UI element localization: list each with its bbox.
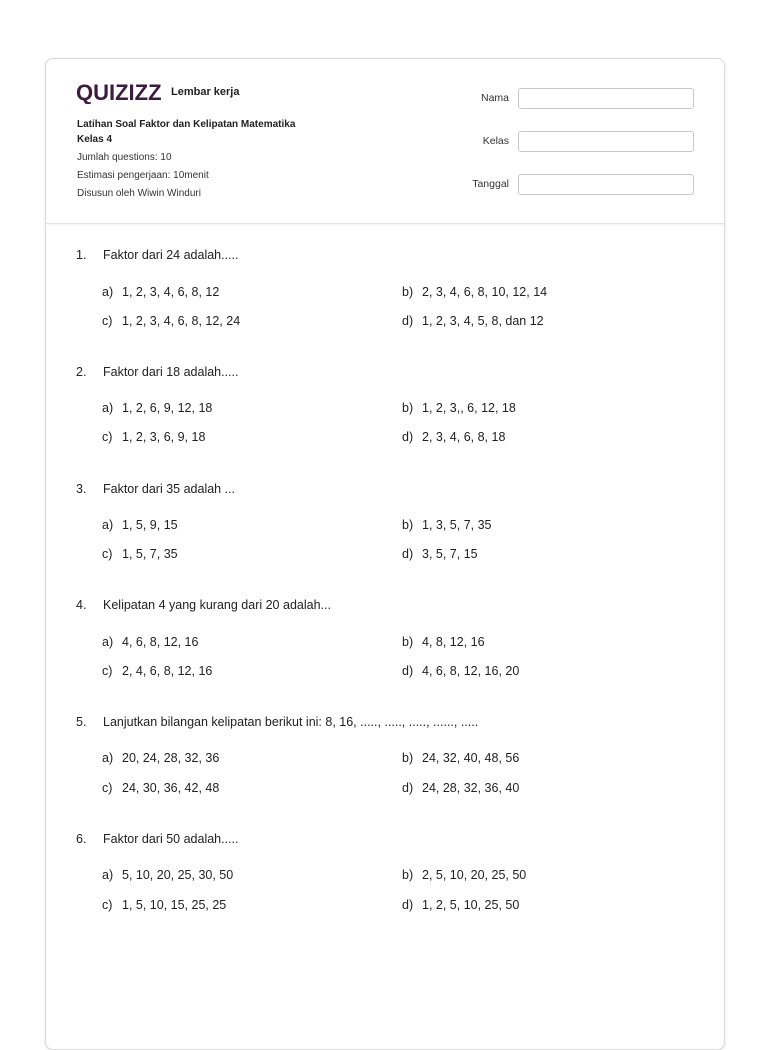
option-letter: d) — [402, 430, 414, 444]
option-d[interactable] — [402, 898, 519, 912]
worksheet-page — [45, 58, 725, 1050]
option-letter: b) — [402, 518, 414, 532]
option-d[interactable] — [402, 547, 478, 561]
question-number: 4. — [76, 598, 87, 612]
option-c[interactable] — [102, 664, 212, 678]
option-c[interactable] — [102, 430, 205, 444]
sheet-label: Lembar kerja — [171, 86, 240, 98]
worksheet-header — [46, 59, 724, 224]
option-letter: b) — [402, 285, 414, 299]
option-letter: b) — [402, 751, 414, 765]
worksheet-meta — [77, 117, 295, 203]
option-a[interactable] — [102, 751, 219, 765]
option-text: 20, 24, 28, 32, 36 — [122, 751, 220, 765]
option-letter: d) — [402, 781, 414, 795]
option-text: 1, 2, 6, 9, 12, 18 — [122, 401, 213, 415]
option-letter: a) — [102, 518, 114, 532]
option-text: 24, 32, 40, 48, 56 — [422, 751, 520, 765]
option-b[interactable] — [402, 635, 485, 649]
option-text: 24, 30, 36, 42, 48 — [122, 781, 220, 795]
author-line: Disusun oleh Wiwin Winduri — [77, 188, 201, 199]
worksheet-title: Latihan Soal Faktor dan Kelipatan Matematika — [77, 119, 296, 130]
option-text: 4, 6, 8, 12, 16, 20 — [422, 664, 520, 678]
question-number: 3. — [76, 482, 87, 496]
option-text: 4, 6, 8, 12, 16 — [122, 635, 199, 649]
question-number: 2. — [76, 365, 87, 379]
quizizz-logo-mark — [76, 80, 166, 104]
time-estimate: Estimasi pengerjaan: 10menit — [77, 170, 209, 181]
option-b[interactable] — [402, 751, 519, 765]
name-label: Nama — [480, 92, 509, 104]
option-letter: b) — [402, 868, 414, 882]
question-text: Lanjutkan bilangan kelipatan berikut ini: 8, 16, ....., ....., ....., ......, ..... — [103, 715, 479, 729]
question-number: 5. — [76, 715, 87, 729]
class-field[interactable] — [518, 131, 694, 152]
option-text: 4, 8, 12, 16 — [422, 635, 485, 649]
question-text: Faktor dari 18 adalah..... — [103, 365, 239, 379]
question-text: Kelipatan 4 yang kurang dari 20 adalah... — [103, 598, 331, 612]
worksheet-grade: Kelas 4 — [77, 134, 113, 145]
quizizz-logo — [76, 79, 166, 105]
option-text: 24, 28, 32, 36, 40 — [422, 781, 520, 795]
option-b[interactable] — [402, 518, 492, 532]
option-letter: c) — [102, 314, 113, 328]
name-field[interactable] — [518, 88, 694, 109]
option-text: 1, 2, 3,, 6, 12, 18 — [422, 401, 516, 415]
question-count: Jumlah questions: 10 — [77, 152, 172, 163]
option-text: 1, 5, 10, 15, 25, 25 — [122, 898, 227, 912]
option-letter: a) — [102, 868, 114, 882]
option-text: 1, 5, 7, 35 — [122, 547, 178, 561]
question-number: 1. — [76, 248, 87, 262]
option-c[interactable] — [102, 314, 240, 328]
option-d[interactable] — [402, 781, 519, 795]
option-letter: d) — [402, 314, 414, 328]
option-a[interactable] — [102, 285, 219, 299]
option-a[interactable] — [102, 401, 212, 415]
option-letter: a) — [102, 635, 114, 649]
option-letter: d) — [402, 547, 414, 561]
option-text: 1, 5, 9, 15 — [122, 518, 178, 532]
option-a[interactable] — [102, 635, 198, 649]
option-text: 1, 2, 5, 10, 25, 50 — [422, 898, 520, 912]
option-b[interactable] — [402, 285, 547, 299]
option-letter: c) — [102, 547, 113, 561]
option-text: 1, 2, 3, 6, 9, 18 — [122, 430, 206, 444]
question-number: 6. — [76, 832, 87, 846]
option-letter: c) — [102, 430, 113, 444]
option-text: 1, 2, 3, 4, 5, 8, dan 12 — [422, 314, 544, 328]
option-text: 2, 3, 4, 6, 8, 18 — [422, 430, 506, 444]
question-text: Faktor dari 35 adalah ... — [103, 482, 236, 496]
option-letter: a) — [102, 751, 114, 765]
option-a[interactable] — [102, 518, 178, 532]
option-text: 1, 3, 5, 7, 35 — [422, 518, 492, 532]
date-field[interactable] — [518, 174, 694, 195]
option-letter: c) — [102, 898, 113, 912]
option-text: 3, 5, 7, 15 — [422, 547, 478, 561]
brand-wordmark: QUIZIZZ — [76, 80, 162, 104]
option-b[interactable] — [402, 401, 516, 415]
date-label: Tanggal — [472, 178, 509, 190]
option-letter: d) — [402, 898, 414, 912]
option-text: 5, 10, 20, 25, 30, 50 — [122, 868, 234, 882]
option-letter: b) — [402, 401, 414, 415]
option-text: 2, 3, 4, 6, 8, 10, 12, 14 — [422, 285, 548, 299]
option-d[interactable] — [402, 314, 544, 328]
option-c[interactable] — [102, 898, 226, 912]
option-letter: a) — [102, 401, 114, 415]
option-text: 1, 2, 3, 4, 6, 8, 12, 24 — [122, 314, 241, 328]
option-letter: c) — [102, 781, 113, 795]
option-letter: b) — [402, 635, 414, 649]
question-text: Faktor dari 50 adalah..... — [103, 832, 239, 846]
option-text: 2, 5, 10, 20, 25, 50 — [422, 868, 527, 882]
option-c[interactable] — [102, 781, 219, 795]
option-text: 1, 2, 3, 4, 6, 8, 12 — [122, 285, 220, 299]
option-text: 2, 4, 6, 8, 12, 16 — [122, 664, 213, 678]
option-letter: c) — [102, 664, 113, 678]
option-letter: a) — [102, 285, 114, 299]
option-letter: d) — [402, 664, 414, 678]
option-c[interactable] — [102, 547, 178, 561]
option-b[interactable] — [402, 868, 526, 882]
class-label: Kelas — [482, 135, 509, 147]
option-a[interactable] — [102, 868, 233, 882]
option-d[interactable] — [402, 664, 519, 678]
question-text: Faktor dari 24 adalah..... — [103, 248, 239, 262]
option-d[interactable] — [402, 430, 505, 444]
